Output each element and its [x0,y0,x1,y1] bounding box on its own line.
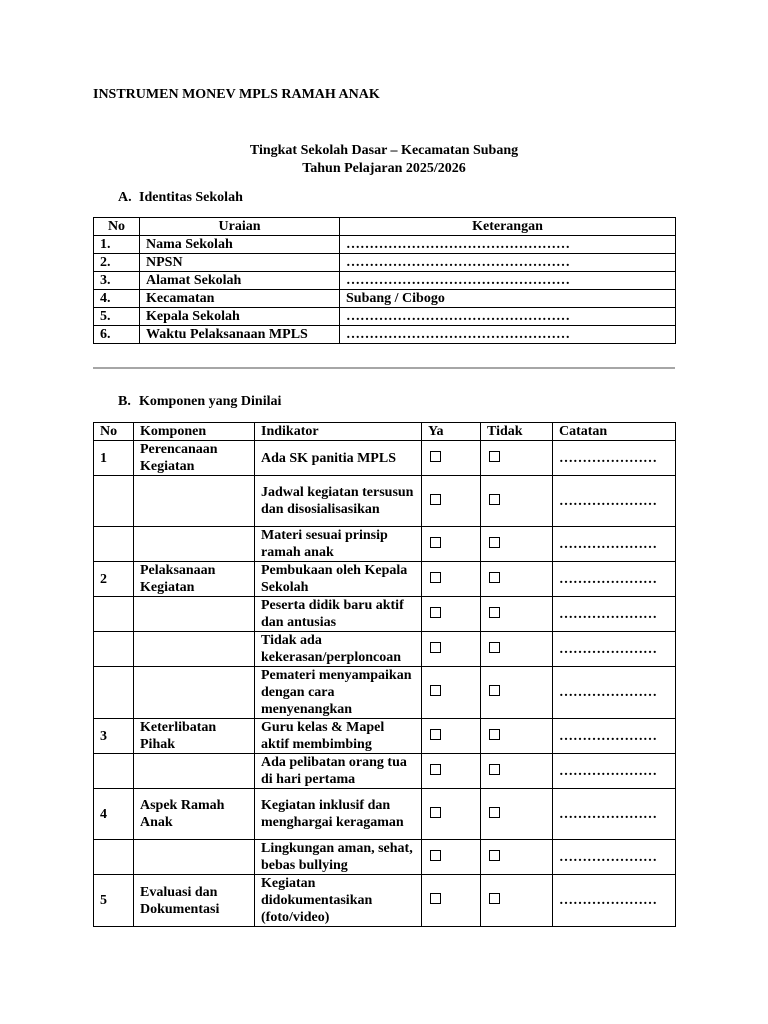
cell-indikator: Kegiatan inklusif dan menghargai keragaman [255,789,422,840]
cell-no: 3 [94,719,134,754]
checkbox-ya[interactable] [430,451,441,462]
document-subtitle-year: Tahun Pelajaran 2025/2026 [302,161,466,176]
checkbox-tidak[interactable] [489,850,500,861]
cell-tidak [481,875,553,927]
table-header-row [94,423,676,441]
cell-no [94,667,134,719]
cell-indikator: Kegiatan didokumentasikan (foto/video) [255,875,422,927]
cell-komponen [134,476,255,527]
section-a-letter: A. [118,190,132,205]
column-header-tidak: Tidak [481,423,553,441]
cell-indikator: Ada SK panitia MPLS [255,441,422,476]
cell-no [94,840,134,875]
cell-indikator: Peserta didik baru aktif dan antusias [255,597,422,632]
cell-uraian: NPSN [140,254,340,272]
cell-indikator: Materi sesuai prinsip ramah anak [255,527,422,562]
cell-ya [422,632,481,667]
table-row [94,272,676,290]
column-header-komponen: Komponen [134,423,255,441]
section-b-title: Komponen yang Dinilai [139,394,282,409]
cell-keterangan[interactable]: ………………………………………… [340,308,676,326]
cell-no: 4. [94,290,140,308]
cell-tidak [481,562,553,597]
cell-komponen [134,597,255,632]
cell-no [94,597,134,632]
cell-catatan[interactable]: ………………… [553,597,676,632]
checkbox-tidak[interactable] [489,807,500,818]
column-header-ya: Ya [422,423,481,441]
checkbox-tidak[interactable] [489,537,500,548]
cell-uraian: Kecamatan [140,290,340,308]
cell-catatan[interactable]: ………………… [553,562,676,597]
cell-tidak [481,719,553,754]
table-row [94,632,676,667]
cell-komponen [134,754,255,789]
checkbox-ya[interactable] [430,494,441,505]
checkbox-ya[interactable] [430,642,441,653]
cell-tidak [481,754,553,789]
cell-catatan[interactable]: ………………… [553,789,676,840]
table-row [94,290,676,308]
cell-no: 3. [94,272,140,290]
cell-catatan[interactable]: ………………… [553,632,676,667]
komponen-dinilai-table [93,422,676,927]
cell-no: 2 [94,562,134,597]
cell-no [94,754,134,789]
table-row [94,236,676,254]
column-header-no: No [94,423,134,441]
table-row [94,597,676,632]
checkbox-ya[interactable] [430,537,441,548]
table-row [94,527,676,562]
cell-no [94,476,134,527]
table-row [94,476,676,527]
cell-keterangan[interactable]: ………………………………………… [340,236,676,254]
section-b-heading [118,394,281,410]
cell-komponen [134,527,255,562]
section-b-letter: B. [118,394,131,409]
cell-catatan[interactable]: ………………… [553,875,676,927]
cell-no: 1 [94,441,134,476]
cell-komponen: Perencanaan Kegiatan [134,441,255,476]
cell-indikator: Pemateri menyampaikan dengan cara menyenangkan [255,667,422,719]
table-row [94,667,676,719]
cell-catatan[interactable]: ………………… [553,840,676,875]
cell-catatan[interactable]: ………………… [553,476,676,527]
cell-indikator: Guru kelas & Mapel aktif membimbing [255,719,422,754]
cell-indikator: Ada pelibatan orang tua di hari pertama [255,754,422,789]
cell-ya [422,597,481,632]
cell-keterangan[interactable]: Subang / Cibogo [340,290,676,308]
document-subtitle-level: Tingkat Sekolah Dasar – Kecamatan Subang [249,143,519,158]
cell-uraian: Alamat Sekolah [140,272,340,290]
cell-no: 5. [94,308,140,326]
cell-uraian: Waktu Pelaksanaan MPLS [140,326,340,344]
cell-no: 5 [94,875,134,927]
column-header-uraian: Uraian [140,218,340,236]
cell-tidak [481,597,553,632]
cell-komponen [134,840,255,875]
checkbox-tidak[interactable] [489,685,500,696]
cell-indikator: Jadwal kegiatan tersusun dan disosialisasikan [255,476,422,527]
cell-ya [422,476,481,527]
table-row [94,789,676,840]
cell-ya [422,754,481,789]
cell-uraian: Kepala Sekolah [140,308,340,326]
table-row [94,308,676,326]
cell-komponen [134,667,255,719]
cell-komponen [134,632,255,667]
table-row [94,326,676,344]
cell-ya [422,789,481,840]
section-divider [93,367,675,369]
cell-no: 4 [94,789,134,840]
cell-ya [422,840,481,875]
section-a-heading [118,190,243,206]
checkbox-tidak[interactable] [489,642,500,653]
cell-indikator: Lingkungan aman, sehat, bebas bullying [255,840,422,875]
checkbox-tidak[interactable] [489,607,500,618]
cell-no: 2. [94,254,140,272]
column-header-catatan: Catatan [553,423,676,441]
cell-ya [422,527,481,562]
cell-komponen: Pelaksanaan Kegiatan [134,562,255,597]
cell-catatan[interactable]: ………………… [553,754,676,789]
table-row [94,562,676,597]
cell-tidak [481,441,553,476]
cell-no: 6. [94,326,140,344]
checkbox-ya[interactable] [430,807,441,818]
cell-ya [422,875,481,927]
cell-tidak [481,789,553,840]
checkbox-ya[interactable] [430,764,441,775]
section-a-title: Identitas Sekolah [139,190,243,205]
checkbox-ya[interactable] [430,850,441,861]
table-row [94,719,676,754]
column-header-indikator: Indikator [255,423,422,441]
checkbox-ya[interactable] [430,685,441,696]
cell-tidak [481,840,553,875]
cell-indikator: Tidak ada kekerasan/perploncoan [255,632,422,667]
checkbox-tidak[interactable] [489,764,500,775]
cell-ya [422,667,481,719]
table-row [94,254,676,272]
cell-no: 1. [94,236,140,254]
cell-keterangan[interactable]: ………………………………………… [340,326,676,344]
cell-ya [422,562,481,597]
cell-catatan[interactable]: ………………… [553,719,676,754]
checkbox-tidak[interactable] [489,451,500,462]
identitas-sekolah-table [93,217,676,344]
checkbox-tidak[interactable] [489,572,500,583]
cell-indikator: Pembukaan oleh Kepala Sekolah [255,562,422,597]
cell-catatan[interactable]: ………………… [553,527,676,562]
checkbox-ya[interactable] [430,572,441,583]
table-header-row [94,218,676,236]
column-header-no: No [94,218,140,236]
cell-keterangan[interactable]: ………………………………………… [340,272,676,290]
cell-no [94,527,134,562]
table-row [94,441,676,476]
cell-komponen: Aspek Ramah Anak [134,789,255,840]
cell-tidak [481,476,553,527]
checkbox-tidak[interactable] [489,893,500,904]
checkbox-tidak[interactable] [489,729,500,740]
cell-komponen: Evaluasi dan Dokumentasi [134,875,255,927]
document-title: INSTRUMEN MONEV MPLS RAMAH ANAK [93,87,380,102]
cell-keterangan[interactable]: ………………………………………… [340,254,676,272]
cell-tidak [481,632,553,667]
cell-catatan[interactable]: ………………… [553,667,676,719]
cell-tidak [481,527,553,562]
table-row [94,754,676,789]
table-row [94,840,676,875]
cell-no [94,632,134,667]
checkbox-ya[interactable] [430,607,441,618]
table-row [94,875,676,927]
column-header-keterangan: Keterangan [340,218,676,236]
checkbox-ya[interactable] [430,893,441,904]
cell-catatan[interactable]: ………………… [553,441,676,476]
cell-ya [422,719,481,754]
cell-uraian: Nama Sekolah [140,236,340,254]
checkbox-tidak[interactable] [489,494,500,505]
cell-ya [422,441,481,476]
cell-tidak [481,667,553,719]
cell-komponen: Keterlibatan Pihak [134,719,255,754]
checkbox-ya[interactable] [430,729,441,740]
